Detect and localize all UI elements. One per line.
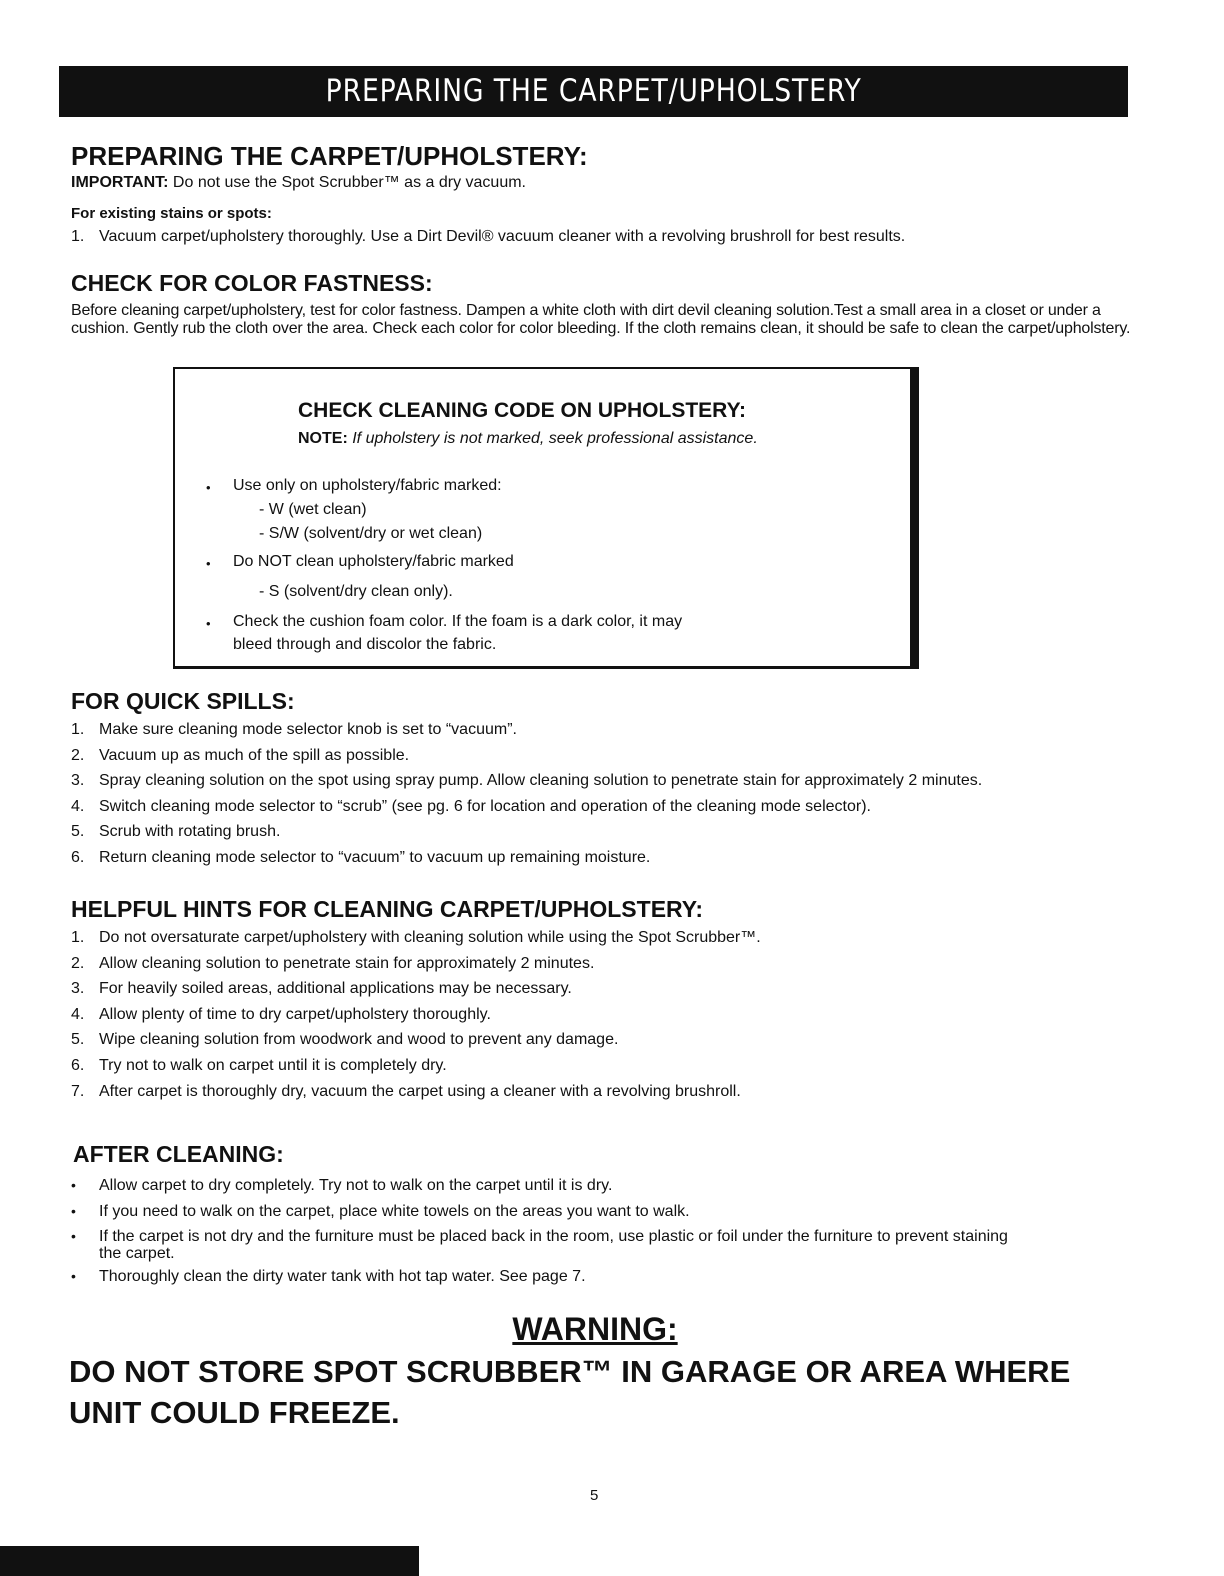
step-number: 2. xyxy=(71,954,85,972)
bullet-icon: • xyxy=(206,556,211,571)
list-item xyxy=(71,1224,1008,1264)
quick-spills-steps xyxy=(71,717,982,871)
list-item xyxy=(71,1002,761,1028)
list-item xyxy=(71,768,982,794)
important-line xyxy=(71,173,526,192)
list-item xyxy=(71,976,761,1002)
note-text: If upholstery is not marked, seek professional assistance. xyxy=(352,430,758,447)
note-label: NOTE: xyxy=(298,430,348,447)
hints-steps xyxy=(71,925,761,1104)
list-item xyxy=(71,925,761,951)
list-item xyxy=(71,717,982,743)
after-list xyxy=(71,1173,1008,1290)
step-number: 1. xyxy=(71,721,85,738)
step-number: 4. xyxy=(71,1005,85,1023)
step-number: 2. xyxy=(71,746,85,764)
step-text: Spray cleaning solution on the spot using spray pump. Allow cleaning solution to penetrate stain for approximately 2 minutes. xyxy=(99,772,983,790)
step-text: After carpet is thoroughly dry, vacuum the carpet using a cleaner with a revolving brushroll. xyxy=(99,1082,741,1100)
list-item xyxy=(71,1079,761,1105)
warning-title: WARNING: xyxy=(512,1311,678,1347)
list-item xyxy=(71,1173,1008,1199)
step-text: Vacuum carpet/upholstery thoroughly. Use a Dirt Devil® vacuum cleaner with a revolving brushroll for best results. xyxy=(99,228,906,245)
after-item-text: Allow carpet to dry completely. Try not to walk on the carpet until it is dry. xyxy=(99,1177,613,1194)
step-text: Vacuum up as much of the spill as possible. xyxy=(99,746,410,764)
after-heading: AFTER CLEANING: xyxy=(73,1141,284,1167)
step-text: Allow cleaning solution to penetrate stain for approximately 2 minutes. xyxy=(99,954,595,972)
after-item-text-cont: the carpet. xyxy=(99,1245,175,1263)
quick-spills-heading: FOR QUICK SPILLS: xyxy=(71,688,295,714)
bullet-icon: • xyxy=(71,1202,76,1219)
code-line-4: Do NOT clean upholstery/fabric marked xyxy=(233,553,514,570)
important-label: IMPORTANT: xyxy=(71,174,169,191)
step-text: Scrub with rotating brush. xyxy=(99,823,281,841)
step-text: Do not oversaturate carpet/upholstery with cleaning solution while using the Spot Scrubber™. xyxy=(99,929,761,946)
banner-title: PREPARING THE CARPET/UPHOLSTERY xyxy=(325,73,862,109)
list-item xyxy=(71,1199,1008,1225)
step-number: 5. xyxy=(71,823,85,841)
existing-stains-label: For existing stains or spots: xyxy=(71,205,272,222)
prep-heading: PREPARING THE CARPET/UPHOLSTERY: xyxy=(71,141,588,171)
after-item-text: If the carpet is not dry and the furniture must be placed back in the room, use plastic or foil under the furniture to prevent staining xyxy=(99,1228,1008,1246)
bullet-icon: • xyxy=(206,480,211,495)
important-text: Do not use the Spot Scrubber™ as a dry vacuum. xyxy=(172,174,526,191)
step-text: Wipe cleaning solution from woodwork and wood to prevent any damage. xyxy=(99,1031,619,1049)
cleaning-code-note xyxy=(298,430,758,448)
hints-heading: HELPFUL HINTS FOR CLEANING CARPET/UPHOLSTERY: xyxy=(71,896,704,922)
bullet-icon: • xyxy=(71,1177,76,1193)
step-text: Return cleaning mode selector to “vacuum” to vacuum up remaining moisture. xyxy=(99,848,651,866)
list-item xyxy=(71,819,982,845)
step-text: Try not to walk on carpet until it is completely dry. xyxy=(99,1056,447,1074)
step-text: Switch cleaning mode selector to “scrub” (see pg. 6 for location and operation of the cleaning mode selector). xyxy=(99,797,871,815)
code-line-6: Check the cushion foam color. If the foam is a dark color, it may xyxy=(233,613,683,630)
cleaning-code-box xyxy=(173,367,919,669)
step-number: 5. xyxy=(71,1031,85,1049)
colorfast-body: Before cleaning carpet/upholstery, test for color fastness. Dampen a white cloth with dirt devil cleaning solution.Test a small area in a closet or under a cushion. Gently rub the cloth over the area. Check each color for color bleeding. If the cloth remains clean, it should be safe to clean the carpet/upholstery. xyxy=(71,302,1131,337)
step-number: 6. xyxy=(71,1056,85,1074)
list-item xyxy=(71,743,982,769)
list-item xyxy=(71,794,982,820)
bullet-icon: • xyxy=(206,616,211,631)
bullet-icon: • xyxy=(71,1268,76,1285)
page-banner xyxy=(59,66,1128,117)
step-number: 7. xyxy=(71,1082,85,1100)
list-item xyxy=(71,845,982,871)
step-number: 6. xyxy=(71,848,85,866)
footer-bar xyxy=(0,1546,419,1576)
step-text: For heavily soiled areas, additional applications may be necessary. xyxy=(99,980,572,998)
step-number: 1. xyxy=(71,228,85,245)
list-item xyxy=(71,951,761,977)
step-number: 1. xyxy=(71,929,85,946)
step-number: 4. xyxy=(71,797,85,815)
code-line-3: - S/W (solvent/dry or wet clean) xyxy=(259,525,483,542)
colorfast-heading: CHECK FOR COLOR FASTNESS: xyxy=(71,270,433,296)
prep-steps xyxy=(71,224,905,250)
bullet-icon: • xyxy=(71,1228,76,1245)
list-item xyxy=(71,1264,1008,1290)
code-line-1: Use only on upholstery/fabric marked: xyxy=(233,477,502,494)
step-text: Allow plenty of time to dry carpet/upholstery thoroughly. xyxy=(99,1005,491,1023)
after-item-text: If you need to walk on the carpet, place white towels on the areas you want to walk. xyxy=(99,1202,690,1220)
list-item xyxy=(71,1027,761,1053)
code-line-7: bleed through and discolor the fabric. xyxy=(233,636,497,653)
step-text: Make sure cleaning mode selector knob is set to “vacuum”. xyxy=(99,721,517,738)
warning-text: DO NOT STORE SPOT SCRUBBER™ IN GARAGE OR AREA WHERE UNIT COULD FREEZE. xyxy=(69,1354,1071,1430)
list-item xyxy=(71,1053,761,1079)
step-number: 3. xyxy=(71,772,85,790)
cleaning-code-title: CHECK CLEANING CODE ON UPHOLSTERY: xyxy=(298,399,747,422)
page-number: 5 xyxy=(590,1487,599,1504)
code-line-2: - W (wet clean) xyxy=(259,501,367,518)
list-item xyxy=(71,224,905,250)
step-number: 3. xyxy=(71,980,85,998)
code-line-5: - S (solvent/dry clean only). xyxy=(259,583,453,600)
after-item-text: Thoroughly clean the dirty water tank with hot tap water. See page 7. xyxy=(99,1268,586,1286)
